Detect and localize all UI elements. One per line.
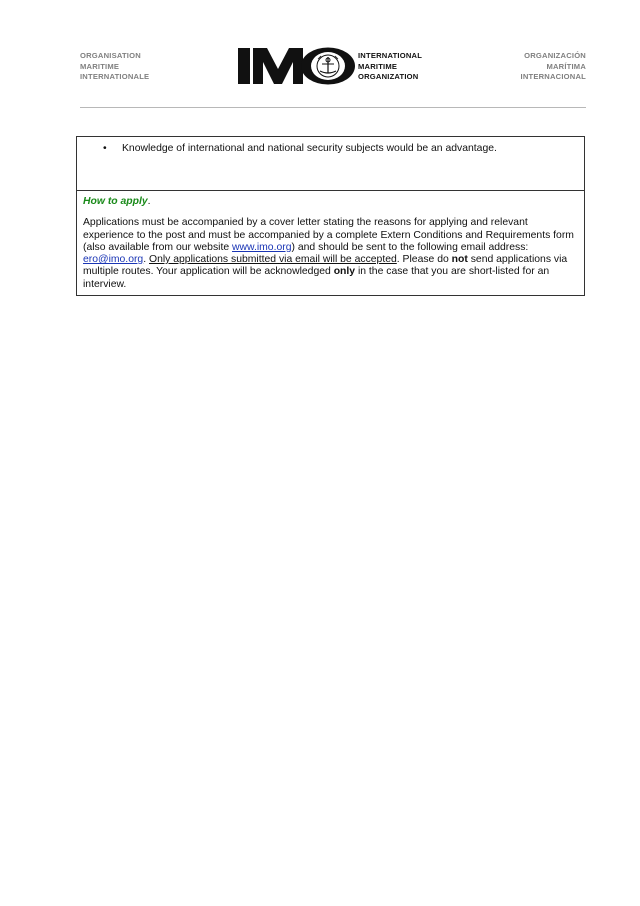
apply-instructions: [83, 217, 578, 291]
email-only-notice: Only applications submitted via email will be accepted: [149, 254, 397, 266]
header-en-line: MARITIME: [358, 61, 398, 71]
how-to-apply-title: How to apply: [83, 196, 148, 207]
header-es-line: INTERNACIONAL: [520, 72, 586, 82]
header-fr-line: MARITIME: [80, 61, 120, 71]
requirement-item: [103, 143, 497, 154]
how-to-apply-heading: [83, 196, 578, 208]
content-table: [76, 136, 585, 296]
text-run: ) and should be sent to the following email address:: [291, 241, 529, 253]
text-run: .: [143, 254, 149, 266]
requirements-cell: [77, 137, 584, 191]
header-fr-line: INTERNATIONALE: [80, 72, 150, 82]
header-english-name: [358, 51, 422, 83]
heading-punct: .: [147, 196, 151, 207]
header-french-name: [80, 51, 149, 83]
header-es-line: ORGANIZACIÓN: [524, 51, 586, 60]
header-fr-line: ORGANISATION: [80, 51, 141, 60]
header-en-line: INTERNATIONAL: [358, 51, 423, 60]
text-run: in the case that you are short-listed for an interview.: [83, 266, 550, 290]
text-run: send applications via multiple routes. Your application will be acknowledged: [83, 254, 568, 278]
bullet-icon: •: [103, 143, 107, 154]
text-run: . Please do: [396, 254, 452, 266]
website-link[interactable]: www.imo.org: [232, 241, 292, 253]
requirement-text: Knowledge of international and national security subjects would be an advantage.: [122, 143, 497, 154]
header-divider: [80, 107, 586, 108]
header-spanish-name: [521, 51, 586, 83]
bold-only: only: [333, 266, 356, 278]
header-es-line: MARÍTIMA: [546, 61, 586, 71]
header-en-line: ORGANIZATION: [358, 72, 419, 82]
bold-not: not: [451, 254, 468, 266]
how-to-apply-cell: [77, 191, 584, 295]
email-link[interactable]: ero@imo.org: [83, 254, 144, 266]
text-run: Applications must be accompanied by a cover letter stating the reasons for applying and relevant experience to the post and must be accompanied by a complete Extern Conditions and Requirements form (also available from our website: [83, 217, 574, 253]
imo-logo: [238, 47, 356, 85]
